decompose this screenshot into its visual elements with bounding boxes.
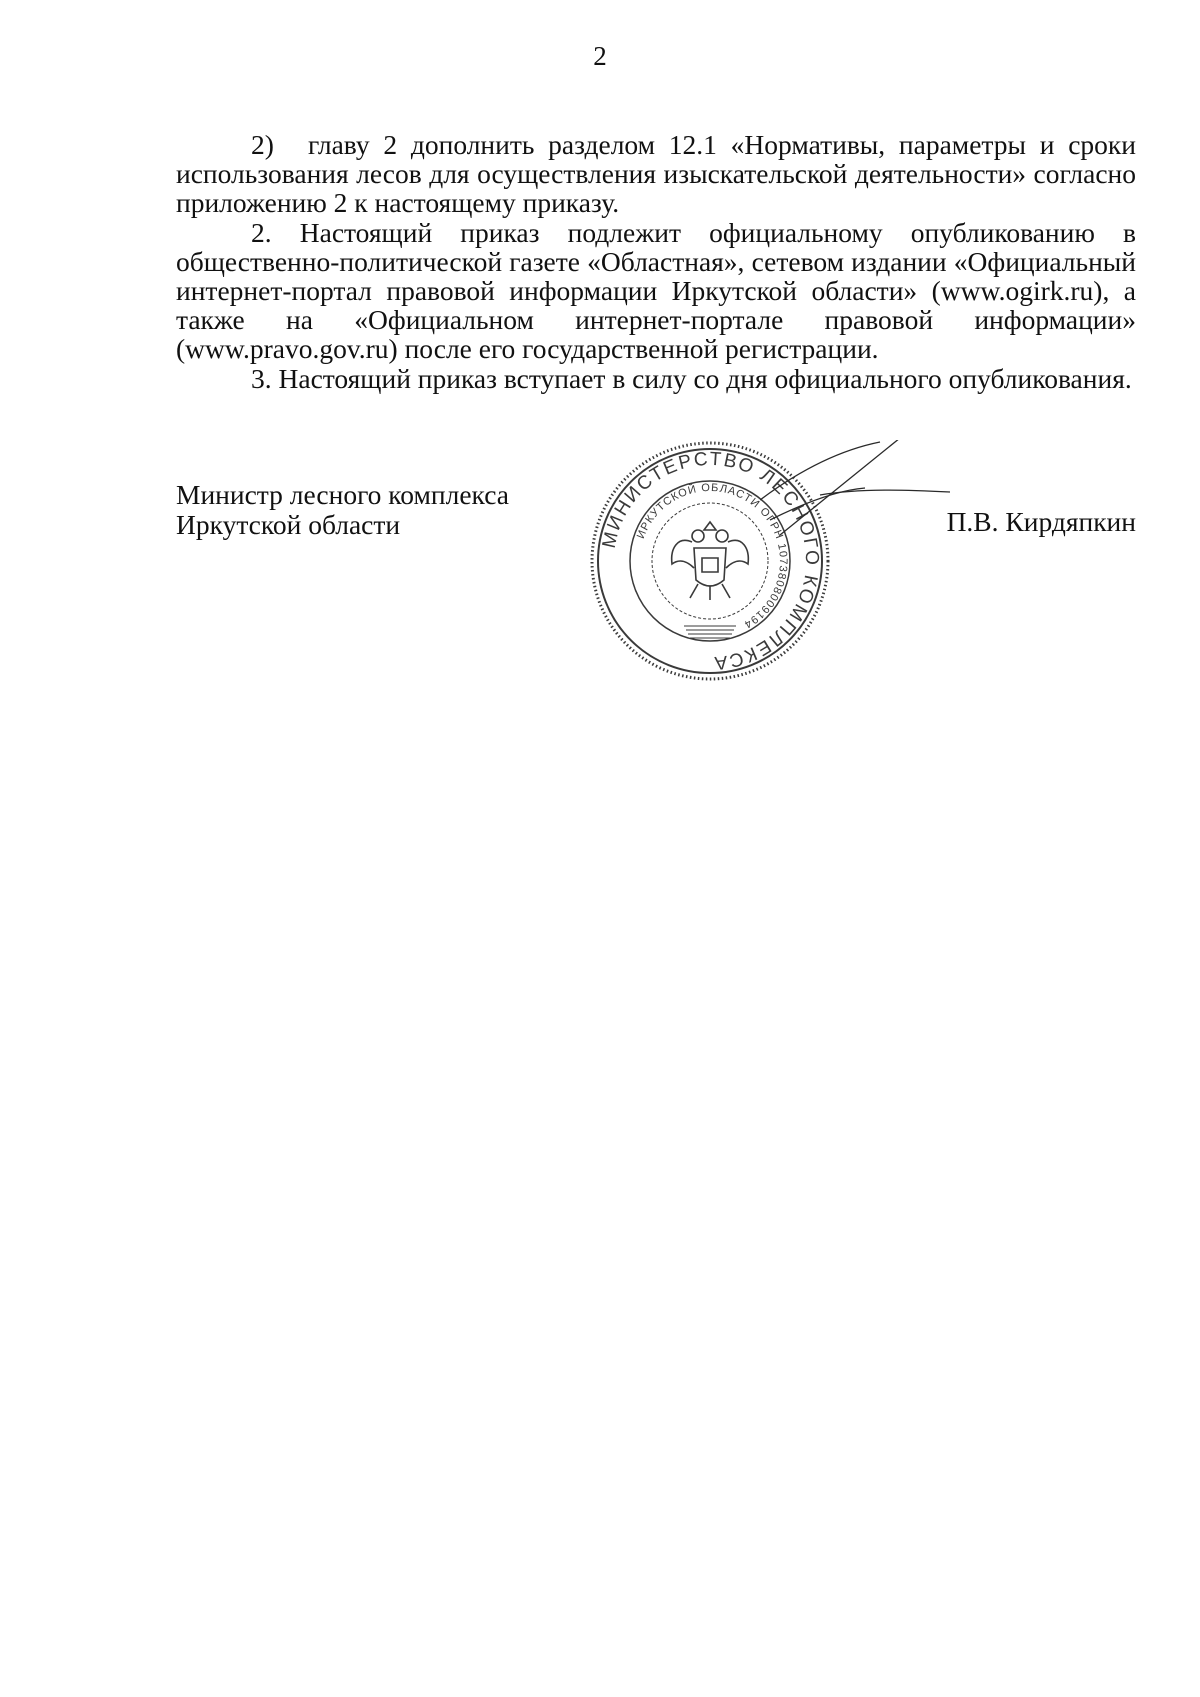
paragraph-2: 2. Настоящий приказ подлежит официальному опубликованию в общественно-политической газете «Областная», сетевом издании «Официальный интернет-портал правовой информации Иркутской области» (www.ogirk.ru), а также на «Официальном интернет-портале правовой информации» (www.pravo.gov.ru) после его государственной регистрации. <box>176 216 1136 365</box>
signatory-position <box>176 480 509 540</box>
seal-inner-text: ИРКУТСКОЙ ОБЛАСТИ ОГРН 1073808009194 <box>634 481 790 631</box>
seal-outer-text: МИНИСТЕРСТВО ЛЕСНОГО КОМПЛЕКСА <box>598 448 823 674</box>
handwritten-signature <box>760 440 960 560</box>
coat-of-arms-icon <box>672 522 749 600</box>
seal-core-ring <box>652 503 768 619</box>
signatory-name: П.В. Кирдяпкин <box>946 506 1136 537</box>
paragraph-1 <box>176 130 1136 218</box>
position-line-1: Министр лесного комплекса <box>176 479 509 510</box>
list-item-number: 2) <box>251 129 274 160</box>
position-line-2: Иркутской области <box>176 509 401 540</box>
paragraph-3: 3. Настоящий приказ вступает в силу со дня официального опубликования. <box>251 362 1132 394</box>
page-number: 2 <box>593 41 607 71</box>
seal-base-pattern <box>684 626 736 638</box>
document-body <box>176 130 1136 393</box>
paragraph-text: главу 2 дополнить разделом 12.1 «Нормативы, параметры и сроки использования лесов для осуществления изыскательской деятельности» согласно приложению 2 к настоящему приказу. <box>176 129 1136 219</box>
